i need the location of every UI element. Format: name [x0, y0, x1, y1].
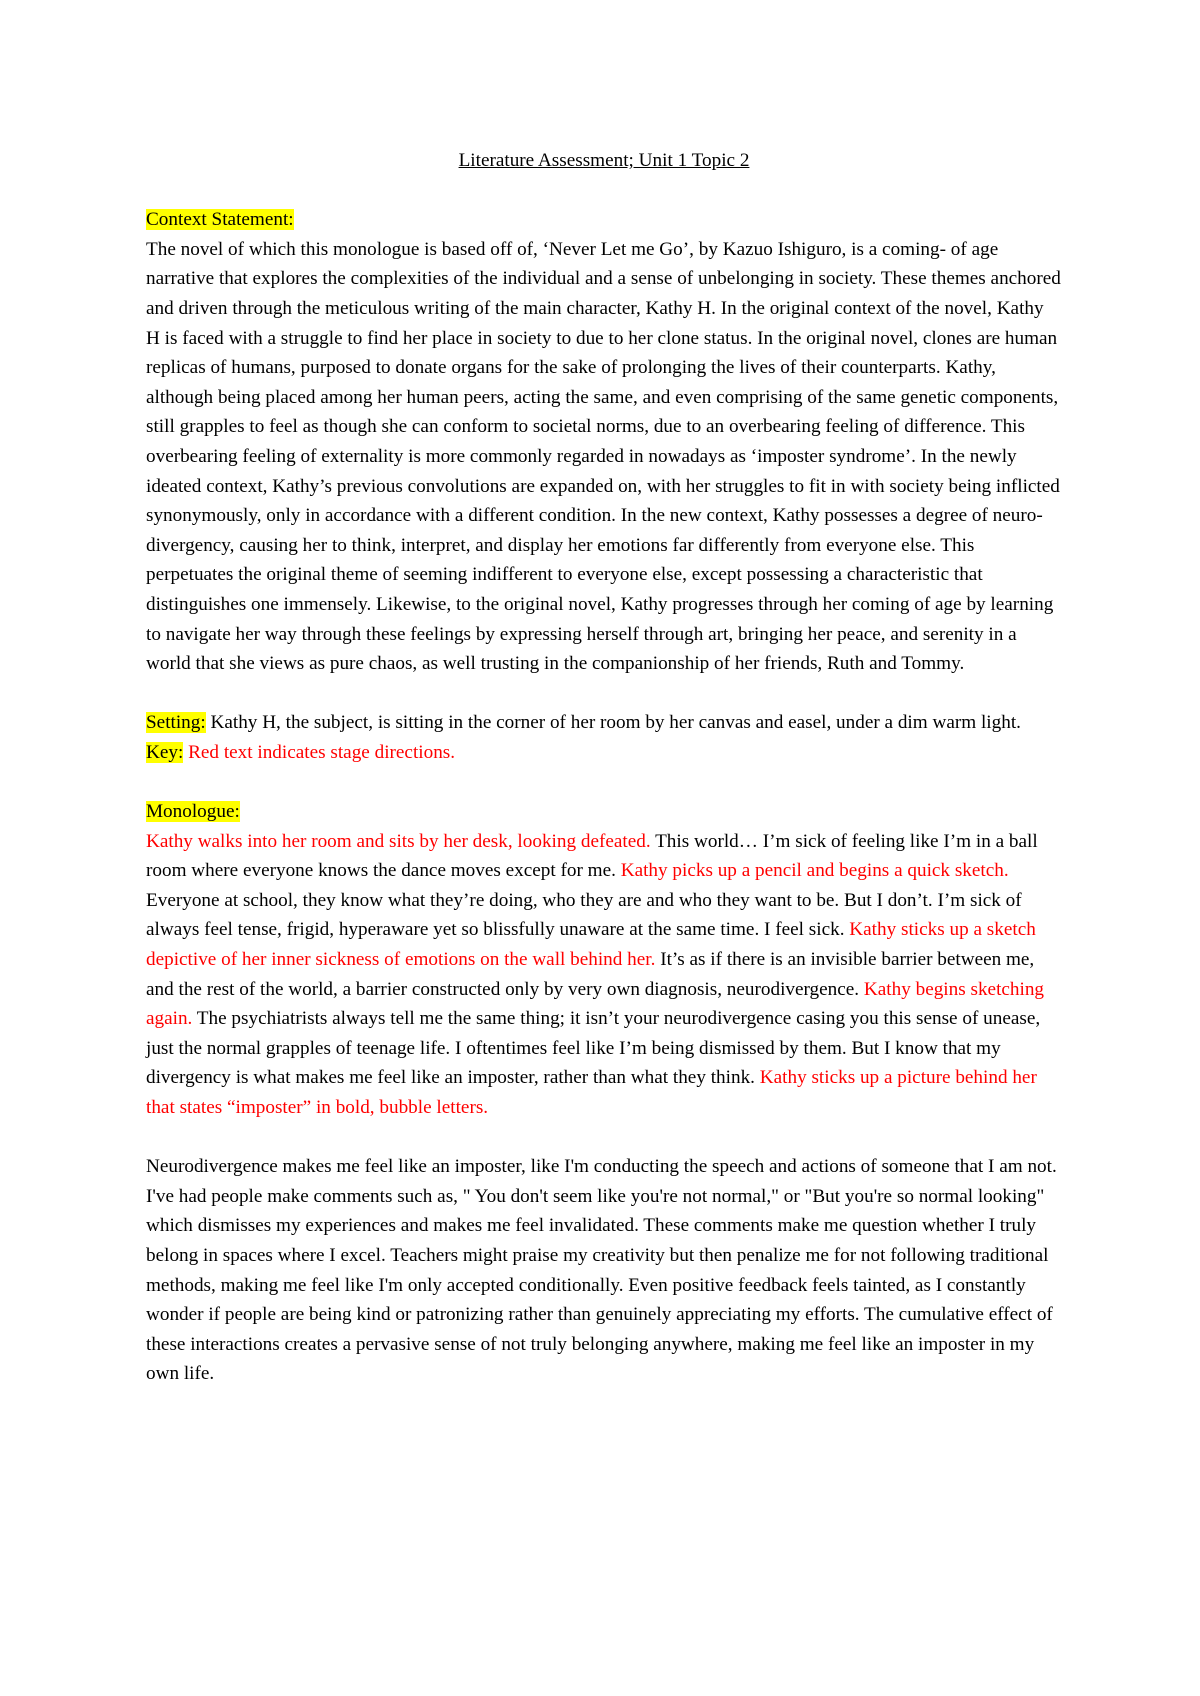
monologue-heading: Monologue:	[146, 801, 240, 823]
context-heading-line	[146, 205, 1062, 235]
setting-heading: Setting:	[146, 712, 206, 734]
document-title: Literature Assessment; Unit 1 Topic 2	[458, 150, 750, 171]
setting-paragraph	[146, 708, 1062, 767]
monologue-heading-line	[146, 797, 1062, 827]
closing-paragraph: Neurodivergence makes me feel like an imposter, like I'm conducting the speech and actions of someone that I am not. I've had people make comments such as, " You don't seem like you're not normal," or "But you're so normal looking" which dismisses my experiences and makes me feel invalidated. These comments make me question whether I truly belong in spaces where I excel. Teachers might praise my creativity but then penalize me for not following traditional methods, making me feel like I'm only accepted conditionally. Even positive feedback feels tainted, as I constantly wonder if people are being kind or patronizing rather than genuinely appreciating my efforts. The cumulative effect of these interactions creates a pervasive sense of not truly belonging anywhere, making me feel like an imposter in my own life.	[146, 1156, 1057, 1385]
monologue-paragraph	[146, 827, 1062, 1123]
stage-direction: Kathy walks into her room and sits by her desk, looking defeated.	[146, 830, 651, 852]
monologue-speech: The psychiatrists always tell me the same thing; it isn’t your neurodivergence casing you this sense of unease, just the normal grapples of teenage life. I oftentimes feel like I’m being dismissed by them. But I know that my divergency is what makes me feel like an imposter, rather than what they think.	[146, 1008, 1041, 1089]
stage-direction: Kathy picks up a pencil and begins a quick sketch.	[620, 860, 1009, 882]
monologue-speech: This world… I’m sick of feeling like I’m in a ball room where everyone knows the dance moves except for me.	[146, 830, 1038, 882]
context-statement: The novel of which this monologue is based off of, ‘Never Let me Go’, by Kazuo Ishiguro, is a coming- of age narrative that explores the complexities of the individual and a sense of unbelonging in society. These themes anchored and driven through the meticulous writing of the main character, Kathy H. In the original context of the novel, Kathy H is faced with a struggle to find her place in society to due to her clone status. In the original novel, clones are human replicas of humans, purposed to donate organs for the sake of prolonging the lives of their counterparts. Kathy, although being placed among her human peers, acting the same, and even comprising of the same genetic components, still grapples to feel as though she can conform to societal norms, due to an overbearing feeling of difference. This overbearing feeling of externality is more commonly regarded in nowadays as ‘imposter syndrome’. In the newly ideated context, Kathy’s previous convolutions are expanded on, with her struggles to fit in with society being inflicted synonymously, only in accordance with a different condition. In the new context, Kathy possesses a degree of neuro- divergency, causing her to think, interpret, and display her emotions far differently from everyone else. This perpetuates the original theme of seeming indifferent to everyone else, except possessing a characteristic that distinguishes one immensely. Likewise, to the original novel, Kathy progresses through her coming of age by learning to navigate her way through these feelings by expressing herself through art, bringing her peace, and serenity in a world that she views as pure chaos, as well trusting in the companionship of her friends, Ruth and Tommy.	[146, 238, 1061, 675]
context-heading: Context Statement:	[146, 209, 294, 231]
key-heading: Key:	[146, 741, 184, 763]
stage-direction: Kathy begins sketching again.	[146, 978, 1045, 1030]
monologue-speech: It’s as if there is an invisible barrier between me, and the rest of the world, a barrier constructed only by very own diagnosis, neurodivergence.	[146, 949, 1035, 1000]
monologue-speech: Everyone at school, they know what they’re doing, who they are and who they want to be. But I don’t. I’m sick of always feel tense, frigid, hyperaware yet so blissfully unaware at the same time. I feel sick.	[146, 889, 1022, 941]
stage-direction: Kathy sticks up a picture behind her that states “imposter” in bold, bubble letters.	[146, 1067, 1037, 1118]
setting-text: Kathy H, the subject, is sitting in the corner of her room by her canvas and easel, under a dim warm light.	[205, 712, 1021, 734]
document-body	[146, 146, 1062, 1389]
stage-direction: Kathy sticks up a sketch depictive of her inner sickness of emotions on the wall behind her.	[146, 919, 1036, 971]
key-text: Red text indicates stage directions.	[183, 741, 456, 763]
